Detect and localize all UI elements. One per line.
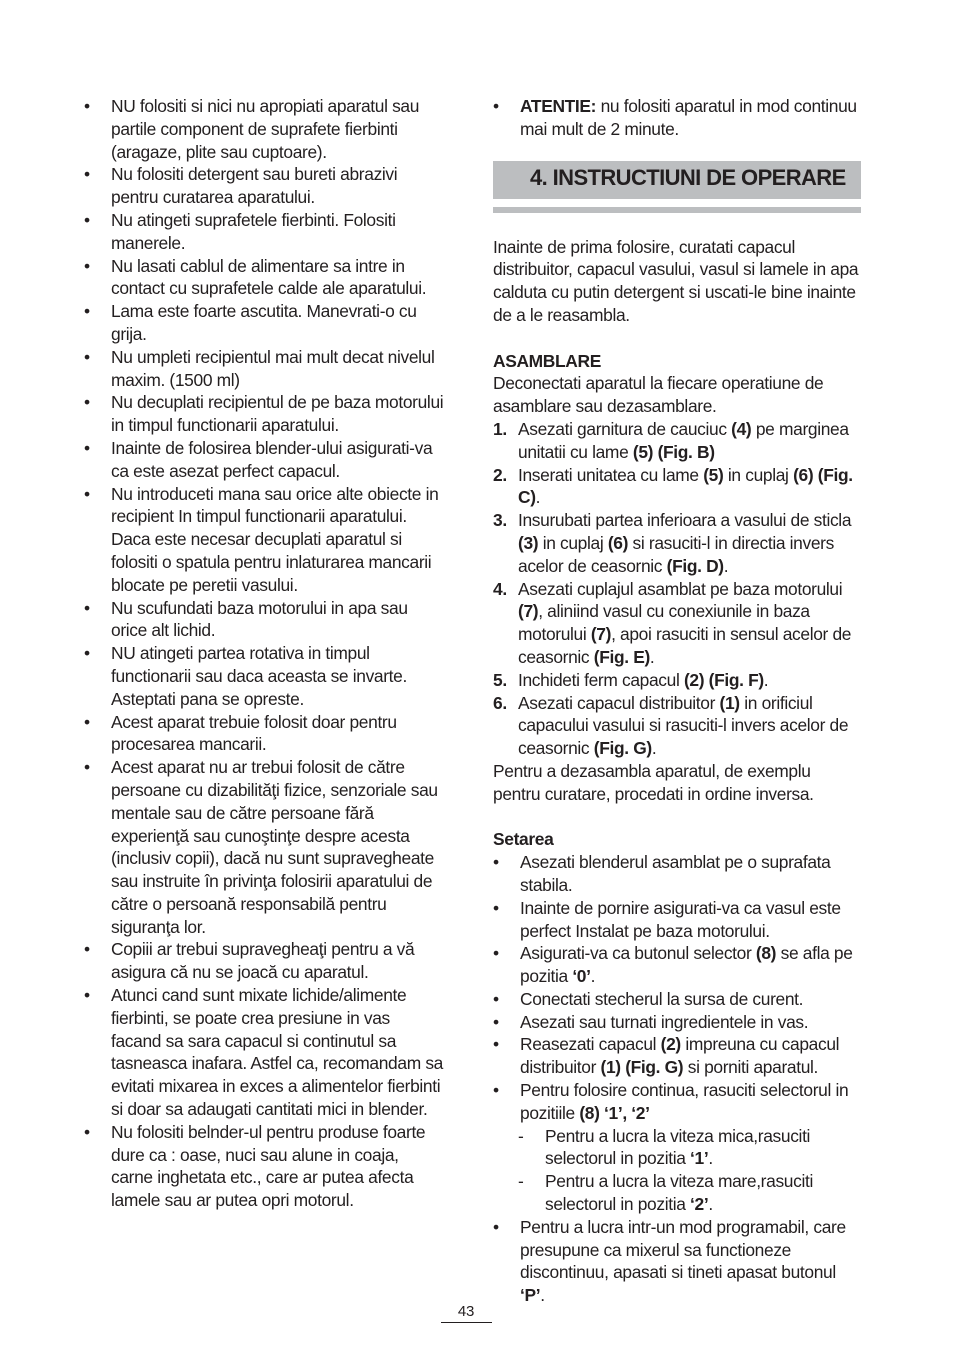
safety-list-item xyxy=(84,642,444,710)
text-run: Asezati sau turnati ingredientele in vas. xyxy=(520,1011,809,1032)
text-run: Asigurati-va ca butonul selector xyxy=(520,943,756,964)
step-text xyxy=(518,579,851,667)
safety-item-text: Nu scufundati baza motorului in apa sau orice alt lichid. xyxy=(111,597,408,641)
text-run: Reasezati capacul xyxy=(520,1034,661,1055)
bullet-dot: • xyxy=(493,897,499,918)
text-run: . xyxy=(590,966,596,987)
bullet-dot: • xyxy=(493,943,499,964)
bold-ref: ‘1’ xyxy=(690,1148,709,1169)
setting-list-item xyxy=(493,942,861,988)
assembly-step xyxy=(493,418,861,464)
safety-list-item xyxy=(84,483,444,597)
bullet-dot: • xyxy=(84,643,90,664)
bullet-dot: • xyxy=(84,597,90,618)
text-run: . xyxy=(535,487,541,508)
safety-item-text: Nu decuplati recipientul de pe baza motorului in timpul functionarii aparatului. xyxy=(111,392,444,436)
setting-item-text xyxy=(520,1034,839,1077)
setting-list-item xyxy=(493,988,861,1011)
step-text xyxy=(518,510,851,576)
setting-item-text xyxy=(520,989,803,1009)
bullet-dot: • xyxy=(84,164,90,185)
assembly-step xyxy=(493,692,861,760)
step-number: 1. xyxy=(493,418,507,439)
setting-title: Setarea xyxy=(493,829,554,850)
bold-ref: (3) xyxy=(518,532,539,553)
page-number-rule xyxy=(441,1322,492,1323)
setting-item-text xyxy=(520,943,853,986)
safety-list-item xyxy=(84,209,444,255)
text-run: . xyxy=(540,1285,545,1306)
speed-item-text xyxy=(545,1126,810,1169)
step-number: 2. xyxy=(493,464,507,485)
text-run: Inserati unitatea cu lame xyxy=(518,464,704,485)
text-run: si rasuciti-l in directia invers acelor de ceasornic xyxy=(518,532,834,576)
setting-item-text xyxy=(520,1217,846,1305)
step-text xyxy=(518,465,853,508)
text-run: Inainte de pornire asigurati-va ca vasul este perfect Instalat pe baza motorului. xyxy=(520,897,841,941)
bullet-dot: • xyxy=(493,1034,499,1055)
text-run: , aliniind vasul cu conexiunile in baza motorului xyxy=(518,601,810,645)
speed-dash-item xyxy=(493,1125,861,1171)
safety-list-item xyxy=(84,984,444,1121)
bold-ref: (5) (Fig. B) xyxy=(632,441,715,462)
attention-label: ATENTIE: xyxy=(520,96,597,116)
dash-marker: - xyxy=(518,1171,524,1192)
bullet-dot: • xyxy=(493,96,499,116)
safety-list-item xyxy=(84,1121,444,1212)
bold-ref: (2) xyxy=(660,1034,681,1055)
section-rule xyxy=(493,207,861,213)
bold-ref: (1) (Fig. G) xyxy=(600,1057,684,1078)
bullet-dot: • xyxy=(493,1080,499,1101)
text-run: in orificiul capacului vasului si rasuciti-l invers acelor de ceasornic xyxy=(518,692,849,759)
assembly-step xyxy=(493,578,861,669)
safety-list-item xyxy=(84,95,444,163)
bullet-dot: • xyxy=(84,939,90,960)
bullet-dot: • xyxy=(84,1121,90,1142)
text-run: Insurubati partea inferioara a vasului de sticla xyxy=(518,510,852,531)
safety-item-text: Inainte de folosirea blender-ului asigurati-va ca este asezat perfect capacul. xyxy=(111,437,433,481)
bold-ref: (4) xyxy=(731,418,752,439)
bold-ref: (1) xyxy=(719,692,740,713)
safety-item-text: Nu folositi detergent sau bureti abrazivi pentru curatarea aparatului. xyxy=(111,164,398,208)
setting-list xyxy=(493,851,861,1307)
bold-ref: (5) xyxy=(703,464,724,485)
page-number: 43 xyxy=(457,1303,475,1320)
bullet-dot: • xyxy=(84,985,90,1006)
bold-ref: (2) (Fig. F) xyxy=(683,669,764,690)
bold-ref: (7) xyxy=(590,624,612,645)
setting-list-item xyxy=(493,1011,861,1034)
bullet-dot: • xyxy=(84,437,90,458)
text-run: Asezati blenderul asamblat pe o suprafata stabila. xyxy=(520,852,831,895)
text-run: . xyxy=(651,738,657,759)
setting-item-text xyxy=(520,1012,808,1032)
step-text xyxy=(518,670,768,690)
assembly-steps xyxy=(493,418,861,760)
safety-list-item xyxy=(84,756,444,938)
bullet-dot: • xyxy=(84,711,90,732)
intro-paragraph: Inainte de prima folosire, curatati capacul distribuitor, capacul vasului, vasul si lamele in apa calduta cu putin detergent si uscati-le bine inainte de a le reasambla. xyxy=(493,236,859,325)
setting-list-item xyxy=(493,1079,861,1125)
safety-list-item xyxy=(84,938,444,984)
right-column xyxy=(493,95,861,1307)
setting-list-item xyxy=(493,851,861,897)
setting-item-text xyxy=(520,852,830,895)
safety-list-item xyxy=(84,300,444,346)
safety-item-text: Copiii ar trebui supravegheaţi pentru a vă asigura că nu se joacă cu aparatul. xyxy=(111,939,415,983)
safety-list-item xyxy=(84,163,444,209)
bullet-dot: • xyxy=(493,852,499,873)
text-run: . xyxy=(708,1148,713,1169)
safety-item-text: Nu introduceti mana sau orice alte obiecte in recipient In timpul functionarii aparatului. Daca este necesar decuplati aparatul si folositi o spatula pentru inlaturarea mancarii blocate pe peretii vasului. xyxy=(111,483,439,595)
section-title: 4. INSTRUCTIUNI DE OPERARE xyxy=(530,164,846,190)
bullet-dot: • xyxy=(84,346,90,367)
safety-list-item xyxy=(84,437,444,483)
text-run: pe marginea unitatii cu lame xyxy=(518,418,849,462)
safety-item-text: Acest aparat nu ar trebui folosit de către persoane cu dizabilităţi fizice, senzoriale sau mentale sau de către persoane fără experienţă sau cunoştinţe despre acesta (inclusiv copii), dacă nu sunt supravegheate sau instruite în privinţa folosirii aparatului de către o persoană responsabilă pentru siguranţa lor. xyxy=(111,757,438,937)
step-number: 3. xyxy=(493,510,507,531)
assembly-step xyxy=(493,464,861,510)
step-text xyxy=(518,693,848,759)
bold-ref: (8) ‘1’, ‘2’ xyxy=(579,1102,650,1123)
text-run: Conectati stecherul la sursa de curent. xyxy=(520,988,804,1009)
bold-ref: (6) (Fig. C) xyxy=(518,464,853,508)
setting-list-item xyxy=(493,897,861,943)
bold-ref: (Fig. E) xyxy=(593,646,650,667)
safety-list-item xyxy=(84,255,444,301)
bullet-dot: • xyxy=(493,988,499,1009)
safety-list-item xyxy=(84,711,444,757)
bold-ref: ‘2’ xyxy=(690,1194,709,1215)
bullet-dot: • xyxy=(493,1011,499,1032)
safety-item-text: NU atingeti partea rotativa in timpul functionarii sau daca aceasta se invarte. Asteptati pana se opreste. xyxy=(111,643,407,709)
safety-list-item xyxy=(84,597,444,643)
text-run: Asezati capacul distribuitor xyxy=(518,692,720,713)
bullet-dot: • xyxy=(84,483,90,504)
text-run: Pentru a lucra la viteza mica,rasuciti selectorul in pozitia xyxy=(545,1125,811,1169)
bold-ref: (Fig. D) xyxy=(666,555,724,576)
left-column xyxy=(84,95,444,1212)
section-heading-bar xyxy=(493,161,861,199)
text-run: si porniti aparatul. xyxy=(683,1057,819,1078)
safety-item-text: Lama este foarte ascutita. Manevrati-o cu grija. xyxy=(111,301,417,344)
assembly-step xyxy=(493,669,861,692)
text-run: . xyxy=(763,669,769,690)
bullet-dot: • xyxy=(84,96,90,116)
text-run: . xyxy=(723,555,729,576)
safety-item-text: NU folositi si nici nu apropiati aparatul sau partile component de suprafete fierbinti (aragaze, plite sau cuptoare). xyxy=(111,96,420,162)
safety-item-text: Acest aparat trebuie folosit doar pentru procesarea mancarii. xyxy=(111,711,397,755)
bullet-dot: • xyxy=(84,209,90,230)
text-run: Pentru a lucra intr-un mod programabil, care presupune ca mixerul sa functioneze discontinuu, apasati si tineti apasat butonul xyxy=(520,1216,846,1283)
bullet-dot: • xyxy=(84,757,90,778)
bold-ref: ‘0’ xyxy=(572,966,591,987)
assembly-title: ASAMBLARE xyxy=(493,350,601,371)
text-run: Asezati garnitura de cauciuc xyxy=(518,418,732,439)
text-run: . xyxy=(649,646,655,667)
speed-item-text xyxy=(545,1171,813,1214)
bold-ref: (6) xyxy=(607,532,629,553)
text-run: Asezati cuplajul asamblat pe baza motorului xyxy=(518,578,843,599)
bold-ref: (Fig. G) xyxy=(593,738,652,759)
disassembly-paragraph: Pentru a dezasambla aparatul, de exemplu pentru curatare, procedati in ordine inversa. xyxy=(493,760,814,804)
step-number: 5. xyxy=(493,669,507,690)
text-run: , apoi rasuciti in sensul acelor de ceasornic xyxy=(518,624,852,667)
step-text xyxy=(518,419,849,462)
bold-ref: (7) xyxy=(518,601,539,622)
assembly-intro: Deconectati aparatul la fiecare operatiune de asamblare sau dezasamblare. xyxy=(493,373,824,417)
attention-text: nu folositi aparatul in mod continuu mai mult de 2 minute. xyxy=(520,96,857,139)
setting-item-text xyxy=(520,898,841,941)
assembly-step xyxy=(493,509,861,577)
dash-marker: - xyxy=(518,1125,524,1146)
step-number: 6. xyxy=(493,692,507,713)
setting-item-text xyxy=(520,1080,848,1123)
speed-dash-item xyxy=(493,1170,861,1216)
safety-list-item xyxy=(84,346,444,392)
setting-list-item xyxy=(493,1033,861,1079)
safety-list-item xyxy=(84,391,444,437)
bold-ref: (8) xyxy=(755,943,777,964)
text-run: se afla pe pozitia xyxy=(520,943,853,987)
bullet-dot: • xyxy=(84,255,90,276)
text-run: Inchideti ferm capacul xyxy=(518,669,684,690)
text-run: Pentru a lucra la viteza mare,rasuciti selectorul in pozitia xyxy=(545,1171,813,1215)
safety-item-text: Nu umpleti recipientul mai mult decat nivelul maxim. (1500 ml) xyxy=(111,346,435,390)
bullet-dot: • xyxy=(84,392,90,413)
safety-item-text: Atunci cand sunt mixate lichide/alimente fierbinti, se poate crea presiune in vas facand sa sara capacul si continutul sa tasneasca inafara. Astfel ca, recomandam sa evitati mixarea in exces a alimentelor fierbinti si doar sa adaugati cantitati mici in blender. xyxy=(111,985,443,1120)
text-run: . xyxy=(708,1194,713,1215)
step-number: 4. xyxy=(493,578,507,599)
text-run: impreuna cu capacul distribuitor xyxy=(520,1034,840,1078)
text-run: Pentru folosire continua, rasuciti selectorul in pozitiile xyxy=(520,1080,849,1123)
bold-ref: ‘P’ xyxy=(520,1285,541,1306)
attention-note xyxy=(493,95,861,141)
bullet-dot: • xyxy=(84,301,90,322)
safety-item-text: Nu lasati cablul de alimentare sa intre in contact cu suprafetele calde ale aparatului. xyxy=(111,255,427,299)
text-run: in cuplaj xyxy=(723,464,794,485)
setting-list-item xyxy=(493,1216,861,1307)
text-run: in cuplaj xyxy=(538,532,608,553)
bullet-dot: • xyxy=(493,1216,499,1237)
safety-item-text: Nu folositi belnder-ul pentru produse foarte dure ca : oase, nuci sau alune in coaja, carne inghetata etc., care ar putea afecta lamele sau ar putea opri motorul. xyxy=(111,1121,426,1211)
safety-item-text: Nu atingeti suprafetele fierbinti. Folositi manerele. xyxy=(111,209,396,253)
